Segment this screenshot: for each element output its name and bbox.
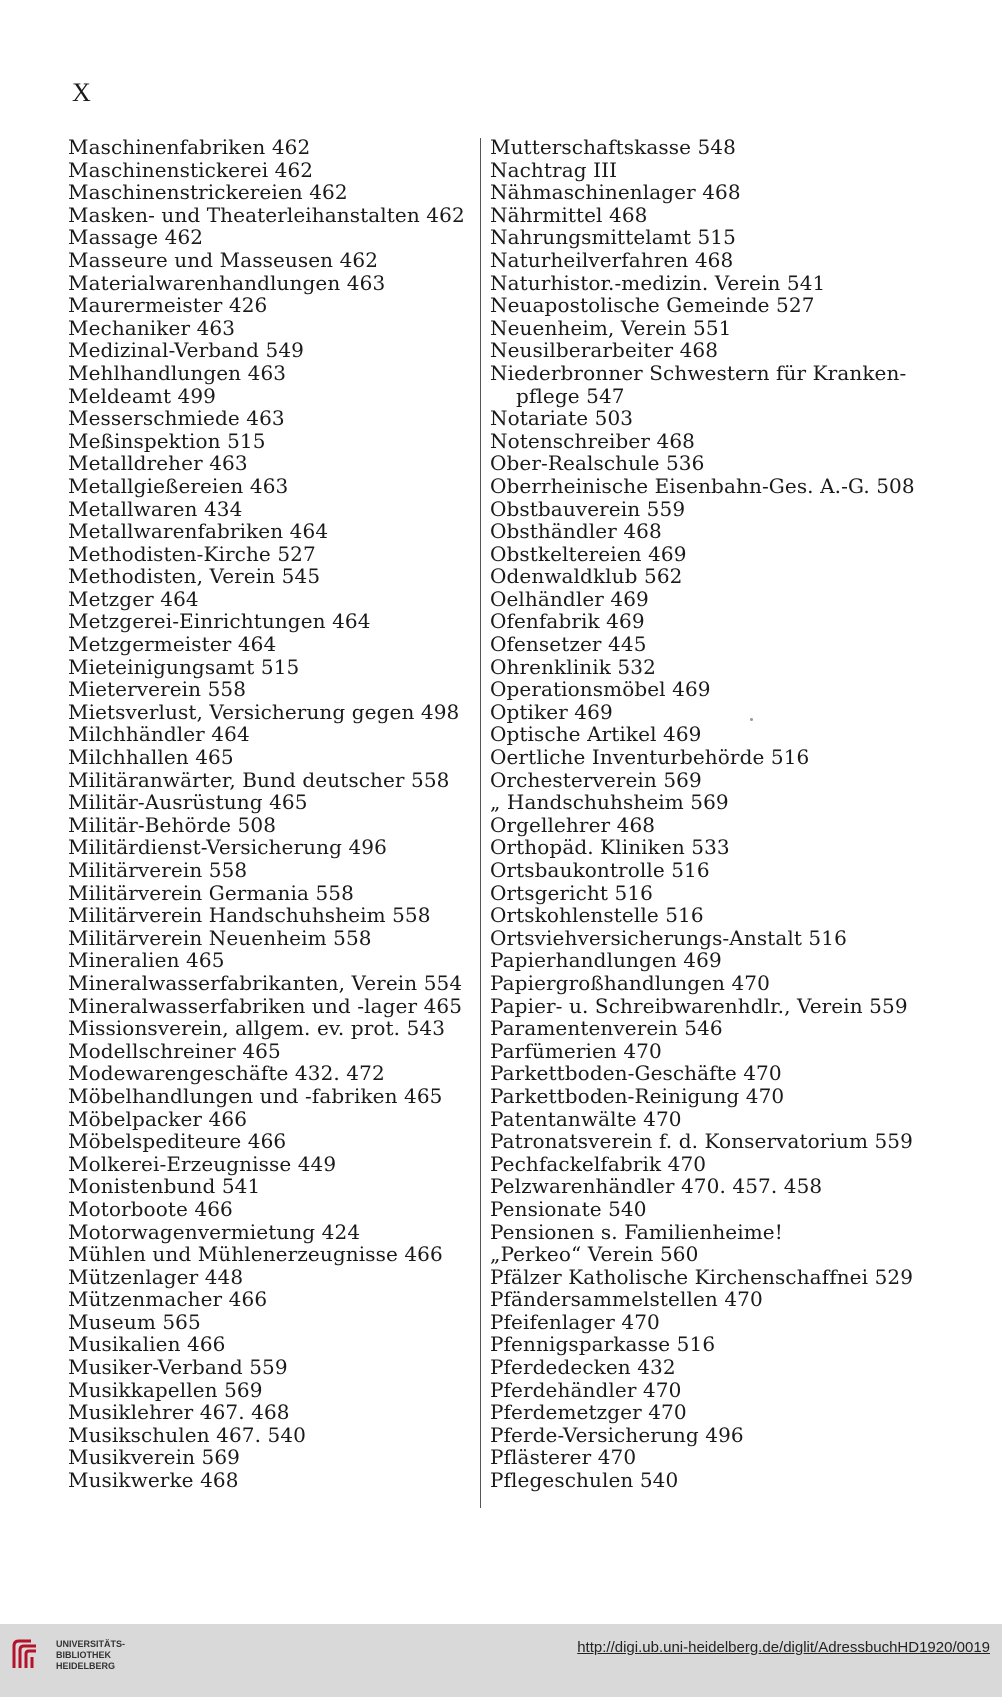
speck (750, 718, 753, 721)
index-entry: Möbelhandlungen und -fabriken 465 (68, 1083, 443, 1108)
index-entry: Militärverein Handschuhsheim 558 (68, 903, 431, 928)
index-entry: Papiergroßhandlungen 470 (490, 970, 770, 995)
index-entry: Mineralwasserfabrikanten, Verein 554 (68, 970, 463, 995)
index-entry: Musikwerke 468 (68, 1468, 239, 1493)
index-entry: Massage 462 (68, 225, 204, 250)
index-entry: Orgellehrer 468 (490, 812, 656, 837)
index-entry: Militär-Behörde 508 (68, 812, 277, 837)
index-entry: Ortsgericht 516 (490, 880, 654, 905)
index-entry: Naturheilverfahren 468 (490, 247, 734, 272)
index-entry: Metzgermeister 464 (68, 632, 277, 657)
index-entry: Pfändersammelstellen 470 (490, 1287, 763, 1312)
index-entry: Mutterschaftskasse 548 (490, 135, 736, 159)
index-entry: Pechfackelfabrik 470 (490, 1151, 707, 1176)
index-entry: Nahrungsmittelamt 515 (490, 225, 736, 250)
index-entry: Pflästerer 470 (490, 1445, 637, 1470)
footer-bar (0, 1624, 1002, 1697)
index-entry: Papier- u. Schreibwarenhdlr., Verein 559 (490, 993, 908, 1018)
index-entry: Modewarengeschäfte 432. 472 (68, 1061, 385, 1086)
index-entry: Optiker 469 (490, 699, 613, 724)
index-entry: Obsthändler 468 (490, 519, 662, 544)
index-entry: Meßinspektion 515 (68, 428, 266, 453)
library-name-line: HEIDELBERG (56, 1661, 116, 1671)
index-entry: Meldeamt 499 (68, 383, 217, 408)
index-entry: Musikschulen 467. 540 (68, 1422, 306, 1447)
index-entry: Musiklehrer 467. 468 (68, 1400, 290, 1425)
index-entry: Orchesterverein 569 (490, 767, 702, 792)
index-entry: Optische Artikel 469 (490, 722, 702, 747)
index-entry: Operationsmöbel 469 (490, 677, 711, 702)
index-entry: Paramentenverein 546 (490, 1016, 723, 1041)
index-entry: Ofensetzer 445 (490, 632, 647, 657)
index-entry: Mützenmacher 466 (68, 1287, 268, 1312)
index-entry: Nähmaschinenlager 468 (490, 180, 741, 205)
index-entry: Pensionate 540 (490, 1196, 647, 1221)
index-entry: Mineralien 465 (68, 948, 225, 973)
index-entry: Maschinenfabriken 462 (68, 135, 311, 159)
index-entry: Pferdedecken 432 (490, 1355, 676, 1380)
index-entry: „Perkeo“ Verein 560 (490, 1242, 699, 1267)
index-entry: Militärverein 558 (68, 858, 248, 882)
index-entry: Motorboote 466 (68, 1196, 233, 1221)
index-entry: Metzgerei-Einrichtungen 464 (68, 609, 371, 634)
index-entry: Mehlhandlungen 463 (68, 360, 287, 385)
index-entry: Metallwaren 434 (68, 496, 243, 521)
library-name-line: UNIVERSITÄTS- (56, 1639, 126, 1649)
index-entry: Molkerei-Erzeugnisse 449 (68, 1151, 337, 1176)
library-name-line: BIBLIOTHEK (56, 1650, 111, 1660)
index-entry: Mühlen und Mühlenerzeugnisse 466 (68, 1242, 443, 1267)
index-column-right (490, 136, 930, 1492)
index-entry: Notenschreiber 468 (490, 428, 695, 453)
page-number: X (72, 78, 91, 107)
index-entry: Metallgießereien 463 (68, 473, 289, 498)
index-entry: Musiker-Verband 559 (68, 1355, 288, 1380)
index-entry: Musikverein 569 (68, 1445, 240, 1470)
index-entry: Oberrheinische Eisenbahn-Ges. A.-G. 508 (490, 473, 915, 498)
index-entry: Milchhändler 464 (68, 722, 250, 747)
index-entry: Militärverein Neuenheim 558 (68, 925, 372, 950)
source-url-link[interactable]: http://digi.ub.uni-heidelberg.de/diglit/AdressbuchHD1920/0019 (577, 1639, 990, 1656)
index-entry: Medizinal-Verband 549 (68, 338, 304, 363)
index-entry: Orthopäd. Kliniken 533 (490, 835, 730, 860)
index-entry: Ober-Realschule 536 (490, 451, 705, 476)
index-entry: Ofenfabrik 469 (490, 609, 645, 634)
index-entry: Parkettboden-Geschäfte 470 (490, 1061, 782, 1086)
index-column-left (68, 136, 468, 1492)
index-entry: Pferdehändler 470 (490, 1377, 682, 1402)
index-entry: Missionsverein, allgem. ev. prot. 543 (68, 1016, 446, 1041)
index-entry: Oertliche Inventurbehörde 516 (490, 745, 810, 770)
index-entry: Ohrenklinik 532 (490, 654, 656, 679)
index-entry: Parkettboden-Reinigung 470 (490, 1083, 785, 1108)
index-entry: „ Handschuhsheim 569 (490, 790, 729, 815)
index-entry: Masken- und Theaterleihanstalten 462 (68, 202, 465, 227)
index-entry: Methodisten, Verein 545 (68, 564, 321, 589)
index-entry: Patronatsverein f. d. Konservatorium 559 (490, 1129, 913, 1154)
index-entry: Neuenheim, Verein 551 (490, 315, 732, 340)
index-entry: Oelhändler 469 (490, 586, 649, 611)
index-entry: Metalldreher 463 (68, 451, 248, 476)
index-entry: Pelzwarenhändler 470. 457. 458 (490, 1174, 823, 1199)
index-entry: Motorwagenvermietung 424 (68, 1219, 361, 1244)
index-entry: Materialwarenhandlungen 463 (68, 270, 386, 295)
index-entry: Ortskohlenstelle 516 (490, 903, 704, 928)
library-seal-icon (10, 1638, 40, 1672)
index-entry: Nährmittel 468 (490, 202, 648, 227)
index-entry: Parfümerien 470 (490, 1038, 662, 1063)
index-entry: Ortsbaukontrolle 516 (490, 858, 710, 882)
index-entry: Militäranwärter, Bund deutscher 558 (68, 767, 450, 792)
index-entry: Nachtrag III (490, 157, 618, 182)
index-entry: Möbelspediteure 466 (68, 1129, 287, 1154)
index-entry: Militär-Ausrüstung 465 (68, 790, 308, 815)
index-entry: Militärverein Germania 558 (68, 880, 354, 905)
index-entry: Pfennigsparkasse 516 (490, 1332, 716, 1357)
index-entry: Mineralwasserfabriken und -lager 465 (68, 993, 463, 1018)
index-entry: Pfeifenlager 470 (490, 1309, 660, 1334)
index-entry: Museum 565 (68, 1309, 201, 1334)
index-entry: Pferde-Versicherung 496 (490, 1422, 744, 1447)
index-entry: Messerschmiede 463 (68, 406, 285, 431)
index-entry: Neusilberarbeiter 468 (490, 338, 719, 363)
index-entry: Militärdienst-Versicherung 496 (68, 835, 387, 860)
index-entry: Odenwaldklub 562 (490, 564, 683, 589)
index-entry: Mieteinigungsamt 515 (68, 654, 300, 679)
index-entry: Pferdemetzger 470 (490, 1400, 687, 1425)
index-entry: Modellschreiner 465 (68, 1038, 281, 1063)
index-entry: Maurermeister 426 (68, 293, 268, 318)
index-entry: Ortsviehversicherungs-Anstalt 516 (490, 925, 847, 950)
index-entry: Mechaniker 463 (68, 315, 236, 340)
index-entry: Mieterverein 558 (68, 677, 247, 702)
index-entry: Metzger 464 (68, 586, 199, 611)
index-entry: Mietsverlust, Versicherung gegen 498 (68, 699, 460, 724)
index-entry: Notariate 503 (490, 406, 634, 431)
index-entry: Obstkeltereien 469 (490, 541, 687, 566)
index-entry: pflege 547 (516, 383, 625, 408)
index-entry: Masseure und Masseusen 462 (68, 247, 379, 272)
library-name (56, 1639, 125, 1672)
index-entry: Maschinenstrickereien 462 (68, 180, 348, 205)
index-entry: Patentanwälte 470 (490, 1106, 682, 1131)
index-entry: Musikalien 466 (68, 1332, 226, 1357)
index-entry: Monistenbund 541 (68, 1174, 261, 1199)
index-entry: Naturhistor.-medizin. Verein 541 (490, 270, 826, 295)
index-entry: Obstbauverein 559 (490, 496, 686, 521)
index-entry: Mützenlager 448 (68, 1264, 244, 1289)
index-entry: Möbelpacker 466 (68, 1106, 248, 1131)
index-entry: Pfälzer Katholische Kirchenschaffnei 529 (490, 1264, 914, 1289)
index-entry: Neuapostolische Gemeinde 527 (490, 293, 815, 318)
index-entry: Pensionen s. Familienheime! (490, 1219, 783, 1244)
index-entry: Maschinenstickerei 462 (68, 157, 314, 182)
index-entry: Milchhallen 465 (68, 745, 234, 770)
index-entry: Papierhandlungen 469 (490, 948, 722, 973)
index-entry: Musikkapellen 569 (68, 1377, 263, 1402)
index-entry: Metallwarenfabriken 464 (68, 519, 329, 544)
index-entry: Methodisten-Kirche 527 (68, 541, 316, 566)
index-entry: Niederbronner Schwestern für Kranken- (490, 360, 907, 385)
column-divider (480, 138, 481, 1508)
index-entry: Pflegeschulen 540 (490, 1468, 679, 1493)
